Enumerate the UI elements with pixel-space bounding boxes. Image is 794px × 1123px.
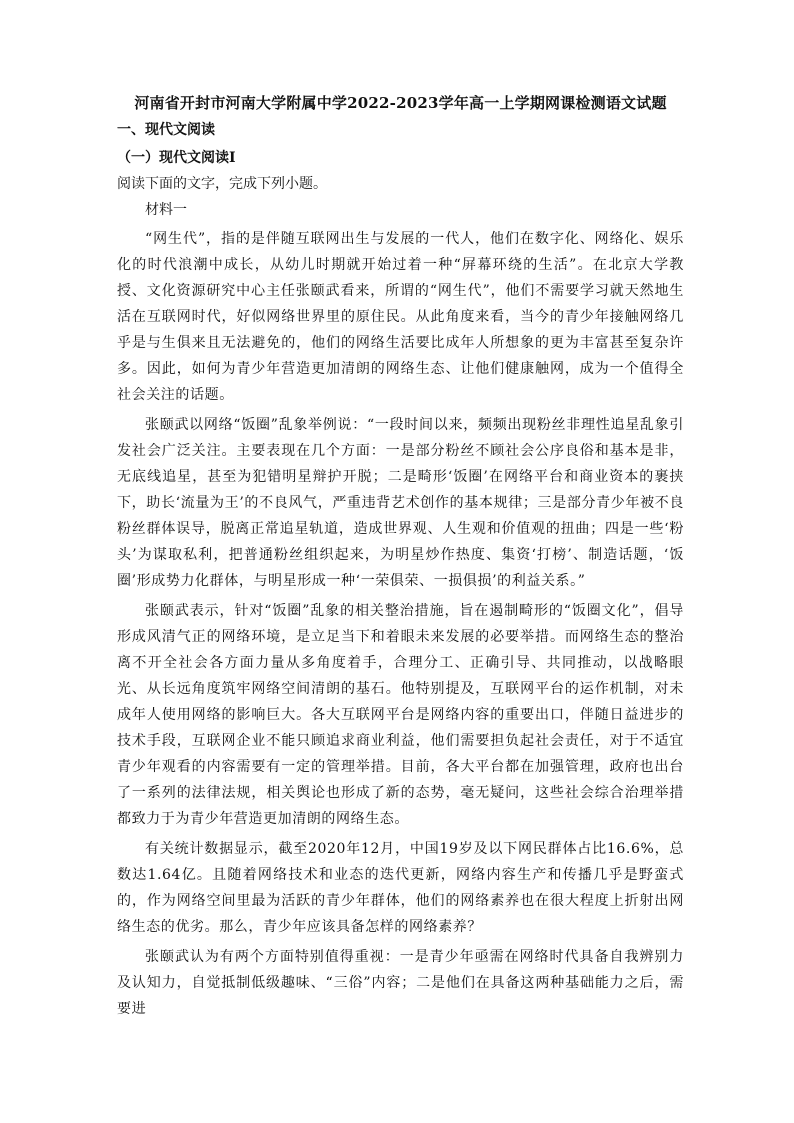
subsection-heading: （一）现代文阅读Ⅰ (117, 150, 236, 166)
paragraph-5: 张颐武认为有两个方面特别值得重视：一是青少年亟需在网络时代具备自我辨别力及认知力，自觉抵制低级趣味、“三俗”内容；二是他们在具备这两种基础能力之后，需要进 (117, 949, 684, 1017)
paragraph-4: 有关统计数据显示，截至2020年12月，中国19岁及以下网民群体占比16.6%，总数达1.64亿。且随着网络技术和业态的迭代更新，网络内容生产和传播几乎是野蛮式的，作为网络空间里最为活跃的青少年群体，他们的网络素养也在很大程度上折射出网络生态的优劣。那么，青少年应该具备怎样的网络素养？ (117, 841, 684, 935)
instruction-text: 阅读下面的文字，完成下列小题。 (117, 176, 327, 192)
section-heading: 一、现代文阅读 (117, 122, 215, 138)
paragraph-3: 张颐武表示，针对“饭圈”乱象的相关整治措施，旨在遏制畸形的“饭圈文化”，倡导形成风清气正的网络环境，是立足当下和着眼未来发展的必要举措。而网络生态的整治离不开全社会各方面力量从多角度着手，合理分工、正确引导、共同推动，以战略眼光、从长远角度筑牢网络空间清朗的基石。他特别提及，互联网平台的运作机制，对未成年人使用网络的影响巨大。各大互联网平台是网络内容的重要出口，伴随日益进步的技术手段，互联网企业不能只顾追求商业利益，他们需要担负起社会责任，对于不适宜青少年观看的内容需要有一定的管理举措。目前，各大平台都在加强管理，政府也出台了一系列的法律法规，相关舆论也形成了新的态势，毫无疑问，这些社会综合治理举措都致力于为青少年营造更加清朗的网络生态。 (117, 603, 684, 827)
paragraph-2: 张颐武以网络“饭圈”乱象举例说：“一段时间以来，频频出现粉丝非理性追星乱象引发社会广泛关注。主要表现在几个方面：一是部分粉丝不顾社会公序良俗和基本是非，无底线追星，甚至为犯错明星辩护开脱；二是畸形‘饭圈’在网络平台和商业资本的裹挟下，助长‘流量为王’的不良风气，严重违背艺术创作的基本规律；三是部分青少年被不良粉丝群体误导，脱离正常追星轨道，造成世界观、人生观和价值观的扭曲；四是一些‘粉头’为谋取私利，把普通粉丝组织起来，为明星炒作热度、集资‘打榜’、制造话题，‘饭圈’形成势力化群体，与明星形成一种‘一荣俱荣、一损俱损’的利益关系。” (117, 417, 684, 589)
document-title: 河南省开封市河南大学附属中学2022-2023学年高一上学期网课检测语文试题 (134, 94, 667, 112)
material-label: 材料一 (145, 202, 187, 218)
paragraph-1: “网生代”，指的是伴随互联网出生与发展的一代人，他们在数字化、网络化、娱乐化的时代浪潮中成长，从幼儿时期就开始过着一种“屏幕环绕的生活”。在北京大学教授、文化资源研究中心主任张颐武看来，所谓的“网生代”，他们不需要学习就天然地生活在互联网时代，好似网络世界里的原住民。从此角度来看，当今的青少年接触网络几乎是与生俱来且无法避免的，他们的网络生活要比成年人所想象的更为丰富甚至复杂许多。因此，如何为青少年营造更加清朗的网络生态、让他们健康触网，成为一个值得全社会关注的话题。 (117, 231, 684, 403)
